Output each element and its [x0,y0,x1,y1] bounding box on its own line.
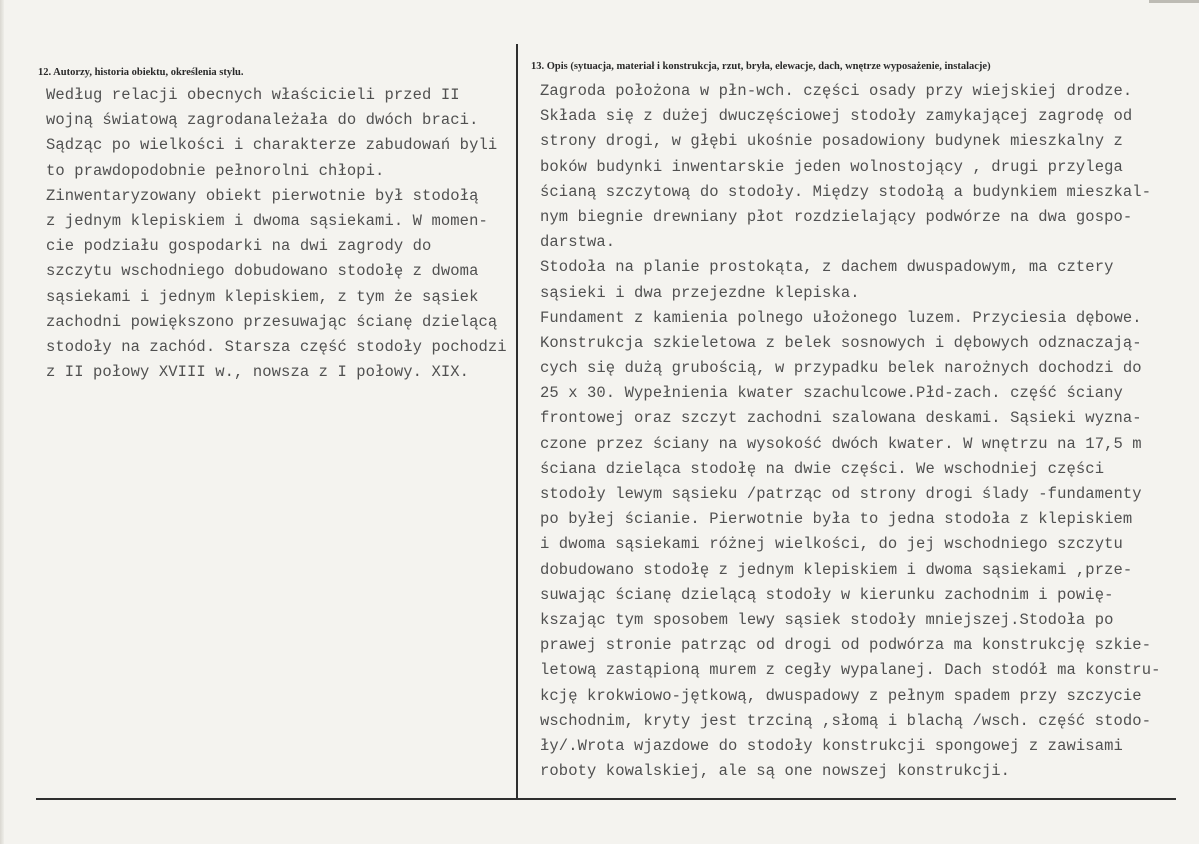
text-line: kszając tym sposobem lewy sąsiek stodoły mniejszej.Stodoła po [540,610,1114,629]
text-line: z jednym klepiskiem i dwoma sąsiekami. W momen- [46,211,488,230]
text-line: Zagroda położona w płn-wch. części osady przy wiejskiej drodze. [540,82,1133,100]
text-line: letową zastąpioną murem z cegły wypalanej. Dach stodół ma konstru- [540,661,1161,680]
text-line: Według relacji obecnych właścicieli przed II [46,86,460,104]
text-line: sąsieki i dwa przejezdne klepiska. [540,283,860,302]
text-line: wojną światową zagrodanależała do dwóch braci. [46,111,479,130]
section-13-text [540,79,1199,784]
text-line: strony drogi, w głębi ukośnie posadowiony budynek mieszkalny z [540,132,1123,151]
text-line: Fundament z kamienia polnego ułożonego luzem. Przyciesia dębowe. [540,308,1142,327]
section-12-heading: 12. Autorzy, historia obiektu, określenia stylu. [38,67,244,78]
section-12-text [46,83,522,385]
section-13-heading: 13. Opis (sytuacja, materiał i konstrukcja, rzut, bryła, elewacje, dach, wnętrze wyposażenie, instalacje) [531,61,991,72]
text-line: cie podziału gospodarki na dwi zagrody do [46,237,432,256]
text-line: to prawdopodobnie pełnorolni chłopi. [46,161,385,180]
text-line: ściana dzieląca stodołę na dwie części. We wschodniej części [540,459,1105,478]
text-line: frontowej oraz szczyt zachodni szalowana deskami. Sąsieki wyzna- [540,409,1142,428]
page-edge [0,0,4,844]
text-line: Zinwentaryzowany obiekt pierwotnie był stodołą [46,186,479,205]
text-line: Sądząc po wielkości i charakterze zabudowań byli [46,136,498,155]
text-line: sąsiekami i jednym klepiskiem, z tym że sąsiek [46,287,479,306]
text-line: cych się dużą grubością, w przypadku belek narożnych dochodzi do [540,359,1142,378]
text-line: 25 x 30. Wypełnienia kwater szachulcowe.Płd-zach. część ściany [540,384,1123,403]
text-line: stodoły na zachód. Starsza część stodoły pochodzi [46,337,507,356]
text-line: szczytu wschodniego dobudowano stodołę z dwoma [46,262,479,281]
text-line: czone przez ściany na wysokość dwóch kwater. W wnętrzu na 17,5 m [540,434,1142,453]
text-line: stodoły lewym sąsieku /patrząc od strony drogi ślady -fundamenty [540,485,1142,503]
text-line: Konstrukcja szkieletowa z belek sosnowych i dębowych odznaczają- [540,333,1142,352]
text-line: ły/.Wrota wjazdowe do stodoły konstrukcji spongowej z zawisami [540,736,1123,755]
text-line: po byłej ścianie. Pierwotnie była to jedna stodoła z klepiskiem [540,510,1133,529]
text-line: ścianą szczytową do stodoły. Między stodołą a budynkiem mieszkal- [540,182,1152,201]
text-line: nym biegnie drewniany płot rozdzielający podwórze na dwa gospo- [540,207,1133,226]
text-line: Stodoła na planie prostokąta, z dachem dwuspadowym, ma cztery [540,258,1114,277]
text-line: Składa się z dużej dwuczęściowej stodoły zamykającej zagrodę od [540,107,1133,126]
text-line: i dwoma sąsiekami różnej wielkości, do jej wschodniego szczytu [540,535,1123,554]
text-line: kcję krokwiowo-jętkową, dwuspadowy z pełnym spadem przy szczycie [540,686,1142,705]
text-line: suwając ścianę dzielącą stodoły w kierunku zachodnim i powię- [540,585,1114,604]
text-line: prawej stronie patrząc od drogi od podwórza ma konstrukcję szkie- [540,636,1152,655]
text-line: darstwa. [540,233,616,252]
text-line: z II połowy XVIII w., nowsza z I połowy. XIX. [46,363,470,382]
text-line: dobudowano stodołę z jednym klepiskiem i dwoma sąsiekami ,prze- [540,560,1133,579]
text-line: boków budynki inwentarskie jeden wolnostojący , drugi przylega [540,157,1123,176]
scan-mark [1149,0,1199,3]
text-line: roboty kowalskiej, ale są one nowszej konstrukcji. [540,762,1011,781]
bottom-rule [36,798,1176,800]
text-line: wschodnim, kryty jest trzciną ,słomą i blachą /wsch. część stodo- [540,711,1152,730]
text-line: zachodni powiększono przesuwając ścianę dzielącą [46,312,498,331]
